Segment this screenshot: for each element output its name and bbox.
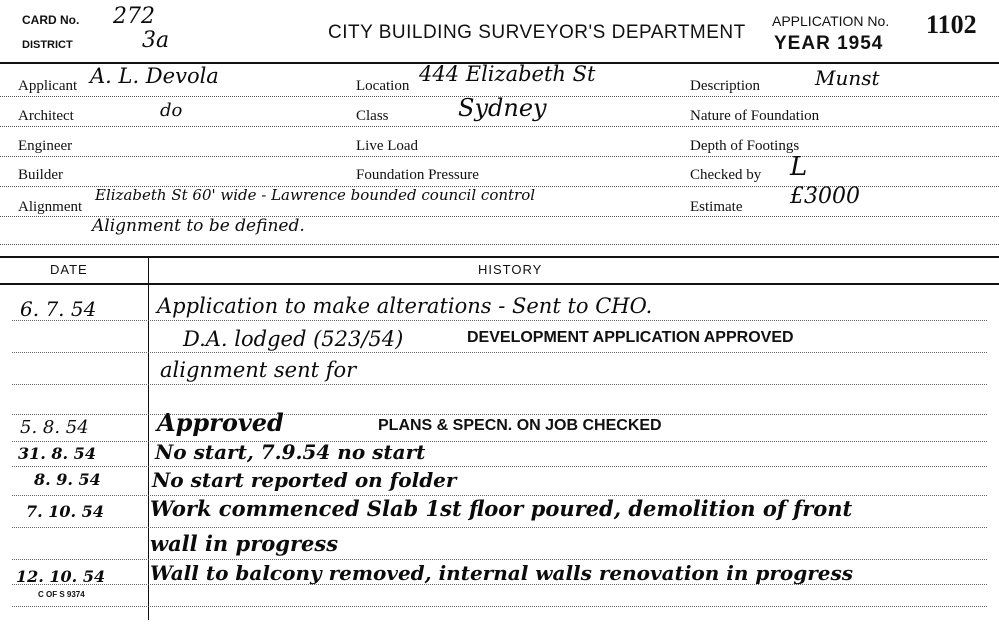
history-row-text: D.A. lodged (523/54) bbox=[183, 327, 404, 351]
history-row-text: wall in progress bbox=[150, 531, 339, 556]
alignment-value: Elizabeth St 60' wide - Lawrence bounded council control bbox=[95, 186, 536, 204]
application-no-label: APPLICATION No. bbox=[772, 13, 890, 29]
checked-by-label: Checked by bbox=[690, 167, 762, 183]
applicant-label: Applicant bbox=[18, 78, 78, 94]
card-no-value: 272 bbox=[113, 4, 155, 29]
location-label: Location bbox=[356, 78, 410, 94]
architect-label: Architect bbox=[18, 108, 74, 124]
history-rule bbox=[12, 466, 987, 467]
history-column-header: HISTORY bbox=[478, 262, 543, 277]
applicant-value: A. L. Devola bbox=[90, 64, 219, 88]
history-row-stamp: DEVELOPMENT APPLICATION APPROVED bbox=[467, 329, 794, 346]
checked-by-value: L bbox=[790, 152, 808, 182]
history-rule bbox=[12, 606, 987, 607]
live-load-label: Live Load bbox=[356, 138, 419, 154]
field-rule bbox=[0, 126, 999, 128]
history-row-text: Wall to balcony removed, internal walls renovation in progress bbox=[150, 561, 854, 585]
history-rule bbox=[12, 352, 987, 353]
district-value: 3a bbox=[142, 28, 170, 53]
card-no-label: CARD No. bbox=[22, 13, 80, 27]
estimate-label: Estimate bbox=[690, 199, 743, 215]
history-row-text: No start, 7.9.54 no start bbox=[155, 440, 426, 464]
history-row-date: 5. 8. 54 bbox=[20, 417, 89, 438]
architect-value: do bbox=[160, 100, 183, 121]
history-row-date: 31. 8. 54 bbox=[18, 444, 96, 463]
history-row-date: 12. 10. 54 bbox=[16, 567, 106, 586]
history-row-text: Work commenced Slab 1st floor poured, demolition of front bbox=[150, 496, 853, 521]
class-value: Sydney bbox=[458, 94, 547, 122]
table-header-divider bbox=[0, 283, 999, 285]
history-rule bbox=[12, 384, 987, 385]
district-label: DISTRICT bbox=[22, 39, 73, 51]
application-no-value: 1102 bbox=[926, 10, 977, 39]
history-row-date: 8. 9. 54 bbox=[34, 470, 101, 489]
description-label: Description bbox=[690, 78, 760, 94]
history-row-text: No start reported on folder bbox=[152, 468, 457, 492]
table-top-divider bbox=[0, 256, 999, 258]
history-row-date: 6. 7. 54 bbox=[20, 297, 97, 321]
field-rule bbox=[0, 244, 999, 246]
foundation-pressure-label: Foundation Pressure bbox=[356, 167, 479, 183]
year-label: YEAR 1954 bbox=[774, 33, 884, 54]
history-rule bbox=[12, 320, 987, 321]
alignment-value-continued: Alignment to be defined. bbox=[92, 216, 305, 236]
history-row-date: 7. 10. 54 bbox=[26, 502, 104, 521]
field-rule bbox=[0, 156, 999, 158]
history-row-text: Approved bbox=[157, 408, 284, 437]
depth-of-footings-label: Depth of Footings bbox=[690, 138, 800, 154]
location-value: 444 Elizabeth St bbox=[419, 62, 596, 86]
history-row-text: alignment sent for bbox=[160, 358, 357, 382]
class-label: Class bbox=[356, 108, 389, 124]
description-value: Munst bbox=[815, 66, 880, 90]
history-rule bbox=[12, 527, 987, 528]
department-title: CITY BUILDING SURVEYOR'S DEPARTMENT bbox=[328, 22, 746, 43]
builder-label: Builder bbox=[18, 167, 63, 183]
history-rule bbox=[12, 559, 987, 560]
engineer-label: Engineer bbox=[18, 138, 73, 154]
date-column-divider bbox=[148, 256, 149, 620]
history-row-stamp: PLANS & SPECN. ON JOB CHECKED bbox=[378, 417, 662, 434]
form-code: C OF S 9374 bbox=[38, 590, 85, 599]
history-row-text: Application to make alterations - Sent to CHO. bbox=[157, 294, 653, 318]
date-column-header: DATE bbox=[50, 262, 88, 277]
estimate-value: £3000 bbox=[790, 184, 860, 209]
nature-of-foundation-label: Nature of Foundation bbox=[690, 108, 820, 124]
alignment-label: Alignment bbox=[18, 199, 83, 215]
